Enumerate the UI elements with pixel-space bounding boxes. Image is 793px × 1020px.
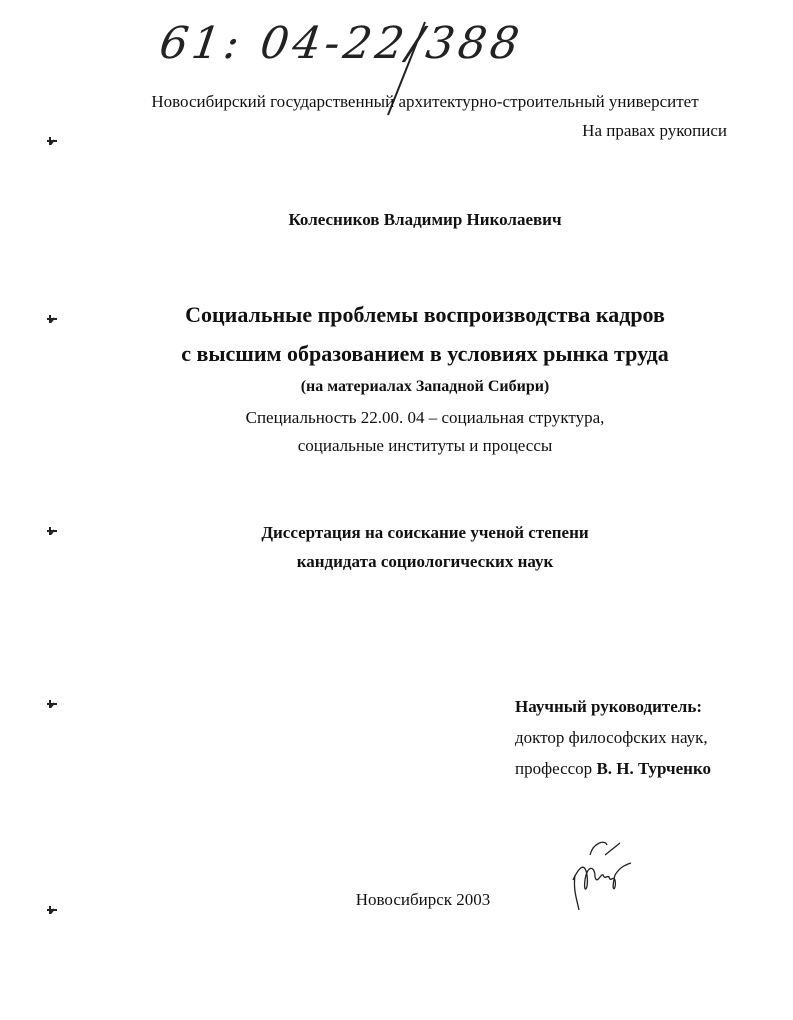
binding-hole-mark	[46, 137, 58, 145]
supervisor-position: профессор	[515, 759, 593, 778]
city-year: Новосибирск 2003	[355, 890, 491, 909]
university-name: Новосибирский государственный архитектурно-строительный университет	[151, 92, 699, 111]
author-name: Колесников Владимир Николаевич	[288, 210, 562, 229]
specialty-line-1: Специальность 22.00. 04 – социальная структура,	[245, 408, 605, 427]
title-line-1: Социальные проблемы воспроизводства кадров	[185, 302, 665, 327]
binding-hole-mark	[46, 700, 58, 708]
supervisor-label: Научный руководитель:	[515, 697, 702, 716]
degree-line-2: кандидата социологических наук	[296, 552, 554, 571]
title-line-2: с высшим образованием в условиях рынка труда	[181, 341, 669, 366]
binding-hole-mark	[46, 527, 58, 535]
handwritten-archive-number: 61: 04-22/388	[156, 18, 527, 69]
supervisor-name: В. Н. Турченко	[596, 759, 712, 778]
specialty-line-2: социальные институты и процессы	[297, 436, 553, 455]
supervisor-degree: доктор философских наук,	[515, 728, 708, 747]
subtitle: (на материалах Западной Сибири)	[300, 378, 550, 395]
manuscript-rights-note: На правах рукописи	[582, 121, 727, 140]
binding-hole-mark	[46, 315, 58, 323]
binding-hole-mark	[46, 906, 58, 914]
degree-line-1: Диссертация на соискание ученой степени	[261, 523, 589, 542]
